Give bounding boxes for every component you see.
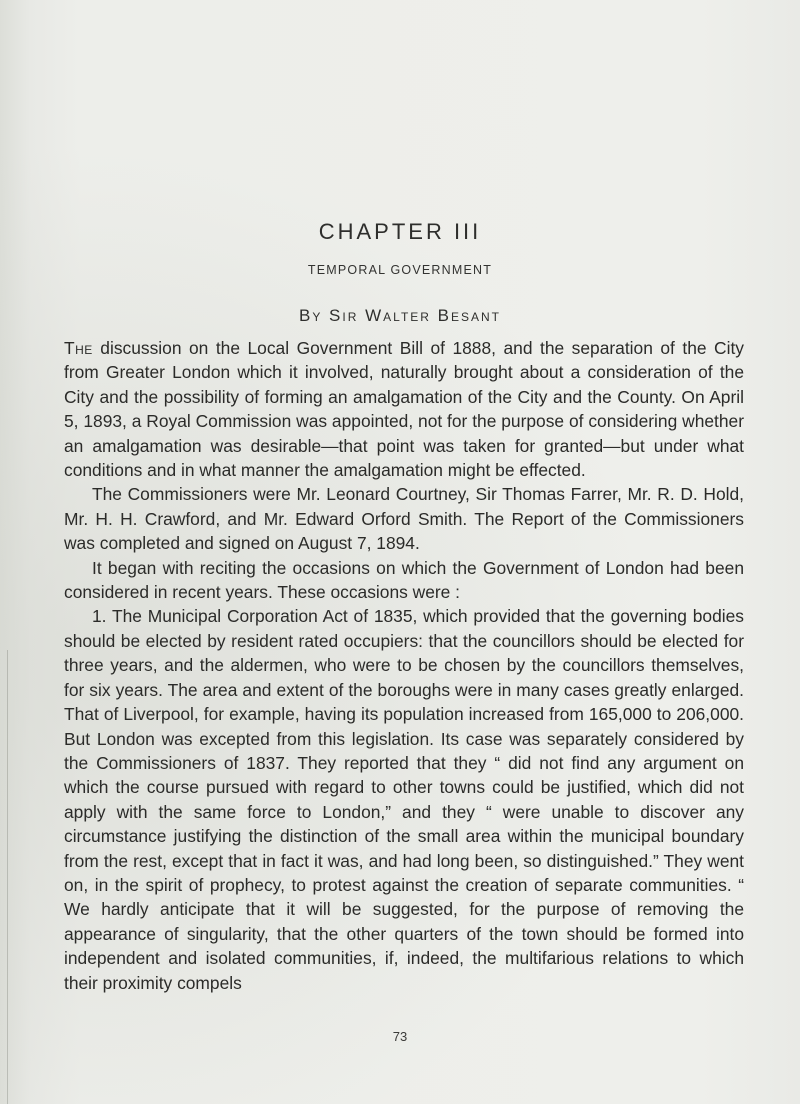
page-number: 73	[392, 1029, 408, 1044]
body-text	[64, 336, 744, 995]
author-byline: By Sir Walter Besant	[298, 306, 502, 325]
paragraph-lead-word: The	[64, 338, 93, 358]
paragraph: The Commissioners were Mr. Leonard Courtney, Sir Thomas Farrer, Mr. R. D. Hold, Mr. H. H. Crawford, and Mr. Edward Orford Smith. The Report of the Commissioners was completed and signed on August 7, 1894.	[64, 484, 744, 554]
section-title: TEMPORAL GOVERNMENT	[307, 263, 493, 277]
chapter-heading: CHAPTER III	[318, 219, 482, 244]
paragraph: 1. The Municipal Corporation Act of 1835, which provided that the governing bodies should be elected by resident rated occupiers: that the councillors should be elected for three years, and the aldermen, who were to be chosen by the councillors themselves, for six years. The area and extent of the boroughs were in many cases greatly enlarged. That of Liverpool, for example, having its population increased from 165,000 to 206,000. But London was excepted from this legislation. Its case was separately considered by the Commissioners of 1837. They reported that they “ did not find any argument on which the course pursued with regard to other towns could be justified, which did not apply with the same force to London,” and they “ were unable to discover any circumstance justifying the distinction of the small area within the municipal boundary from the rest, except that in fact it was, and had long been, so distinguished.” They went on, in the spirit of prophecy, to protest against the creation of separate communities. “ We hardly anticipate that it will be suggested, for the purpose of removing the appearance of singularity, that the other quarters of the town should be formed into independent and isolated communities, if, indeed, the multifarious relations to which their proximity compels	[64, 606, 744, 993]
paragraph	[64, 336, 744, 482]
paragraph: It began with reciting the occasions on which the Government of London had been considered in recent years. These occasions were :	[64, 557, 744, 603]
paragraph-text: discussion on the Local Government Bill of 1888, and the separation of the City from Greater London which it involved, naturally brought about a consideration of the City and the possibility of forming an amalgamation of the City and the County. On April 5, 1893, a Royal Commission was appointed, not for the purpose of considering whether an amalgamation was desirable—that point was taken for granted—but under what conditions and in what manner the amalgamation might be effected.	[64, 338, 744, 481]
